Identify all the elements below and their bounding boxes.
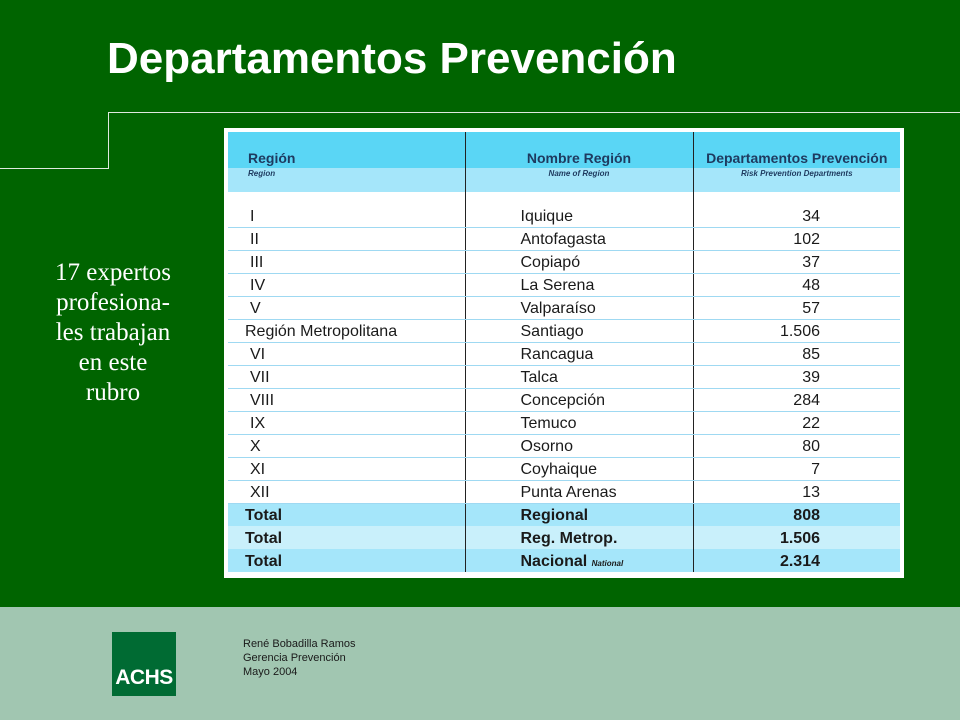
table-row [228,480,900,503]
row-region: VIII [228,388,465,411]
row-departments-count: 37 [693,250,900,273]
header-region: Región [228,132,465,168]
row-departments-count: 39 [693,365,900,388]
row-region: III [228,250,465,273]
decorative-line-vertical [108,112,109,169]
table-row [228,457,900,480]
row-region: VII [228,365,465,388]
total-label: Total [228,503,465,526]
table-row [228,296,900,319]
total-row [228,549,900,572]
row-region: X [228,434,465,457]
footer-date: Mayo 2004 [243,666,298,678]
total-name-english: National [591,558,624,568]
total-value: 2.314 [693,549,900,572]
row-region-name: Coyhaique [465,457,693,480]
row-departments-count: 1.506 [693,319,900,342]
table-row [228,250,900,273]
row-region-name: Iquique [465,204,693,227]
row-region-name: Talca [465,365,693,388]
total-name-text: Reg. Metrop. [520,529,618,547]
total-name-text: Nacional [520,552,588,570]
table-header-row [228,132,900,168]
row-departments-count: 80 [693,434,900,457]
subheader-prevention-departments: Risk Prevention Departments [693,168,900,192]
row-region: XI [228,457,465,480]
row-region: Región Metropolitana [228,319,465,342]
prevention-departments-table [228,132,900,572]
table-row [228,411,900,434]
row-departments-count: 22 [693,411,900,434]
total-label: Total [228,526,465,549]
table-row [228,204,900,227]
table-totals [228,503,900,572]
total-label: Total [228,549,465,572]
row-region: V [228,296,465,319]
row-departments-count: 284 [693,388,900,411]
row-departments-count: 7 [693,457,900,480]
total-value: 808 [693,503,900,526]
side-text-line: profesiona- [56,289,170,316]
table-spacer [228,192,900,204]
side-text-line: en este [78,349,148,376]
row-region-name: Punta Arenas [465,480,693,503]
subheader-region: Region [228,168,465,192]
row-departments-count: 13 [693,480,900,503]
table-subheader-row [228,168,900,192]
table-row [228,388,900,411]
decorative-line-left [0,168,109,169]
row-region-name: Concepción [465,388,693,411]
footer-department: Gerencia Prevención [243,652,346,664]
side-text-line: rubro [85,379,141,406]
footer-text [243,637,356,679]
total-row [228,526,900,549]
row-region-name: Santiago [465,319,693,342]
table-row [228,434,900,457]
row-region-name: Antofagasta [465,227,693,250]
header-prevention-departments: Departamentos Prevención [693,132,900,168]
total-name [465,526,693,549]
total-name-text: Regional [520,506,589,524]
footer-author: René Bobadilla Ramos [243,638,356,650]
table-row [228,365,900,388]
row-region-name: Osorno [465,434,693,457]
table-row [228,227,900,250]
row-region: II [228,227,465,250]
decorative-line-top [108,112,960,113]
row-region: I [228,204,465,227]
row-region: XII [228,480,465,503]
slide-title: Departamentos Prevención [107,34,677,83]
table-body [228,204,900,503]
row-region-name: Copiapó [465,250,693,273]
total-value: 1.506 [693,526,900,549]
side-text-line: les trabajan [55,319,171,346]
total-row [228,503,900,526]
row-region: IV [228,273,465,296]
row-region-name: Valparaíso [465,296,693,319]
achs-logo: ACHS [112,632,176,696]
row-departments-count: 102 [693,227,900,250]
row-departments-count: 48 [693,273,900,296]
prevention-departments-table-panel [224,128,904,578]
total-name [465,549,693,572]
row-region-name: Temuco [465,411,693,434]
side-text-line: 17 expertos [55,259,171,286]
table-row [228,342,900,365]
row-departments-count: 34 [693,204,900,227]
row-departments-count: 57 [693,296,900,319]
table-row [228,319,900,342]
row-region-name: Rancagua [465,342,693,365]
row-region: IX [228,411,465,434]
row-region-name: La Serena [465,273,693,296]
total-name [465,503,693,526]
row-region: VI [228,342,465,365]
side-text [30,258,196,408]
row-departments-count: 85 [693,342,900,365]
subheader-region-name: Name of Region [465,168,693,192]
header-region-name: Nombre Región [465,132,693,168]
table-row [228,273,900,296]
